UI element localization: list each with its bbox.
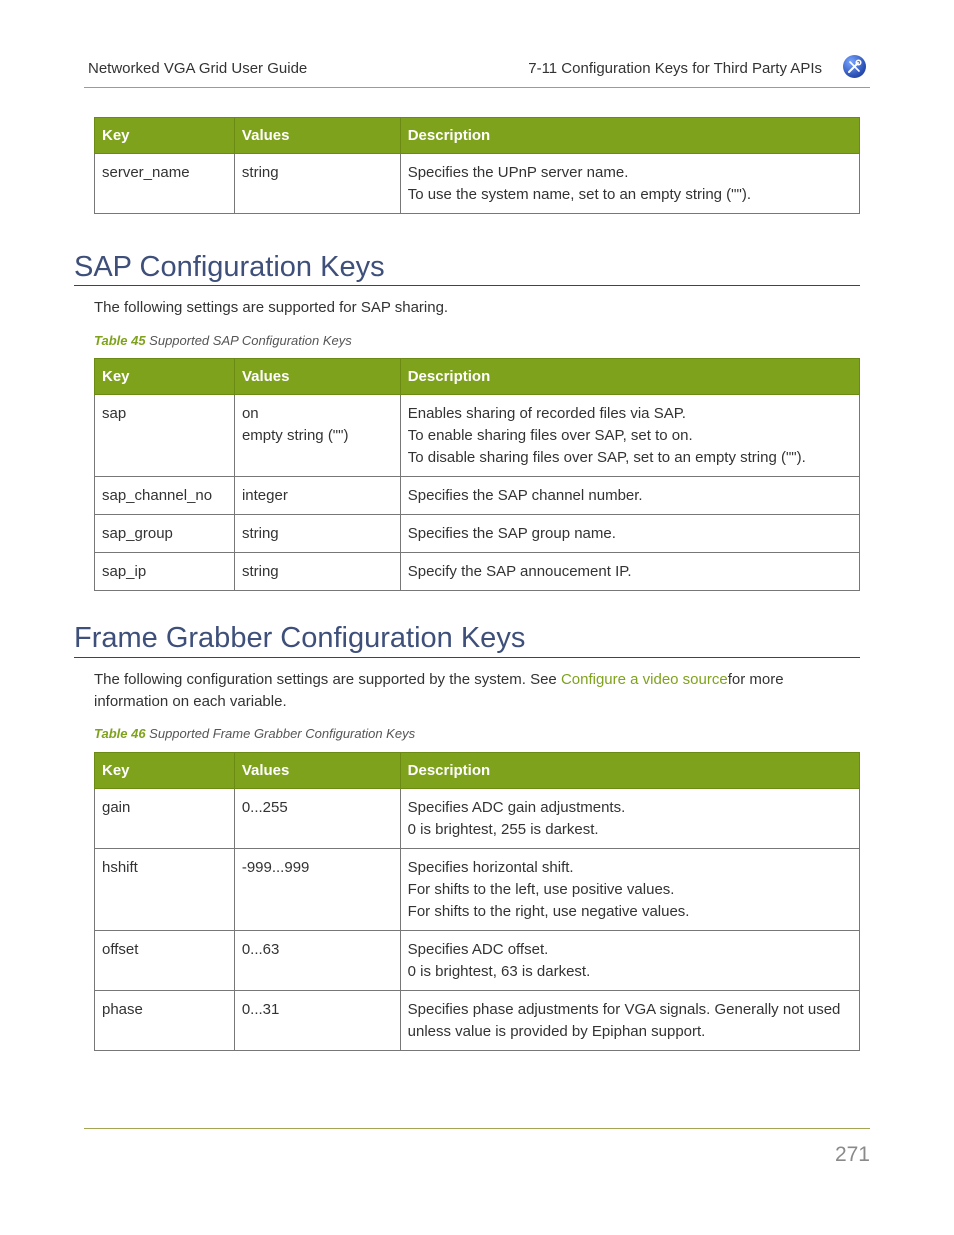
column-header-description: Description (400, 118, 859, 154)
key-cell: hshift (95, 849, 235, 931)
frame-grabber-keys-table (94, 752, 860, 1051)
caption-label: Table 46 (94, 726, 146, 741)
values-cell: on empty string ("") (234, 395, 400, 477)
values-cell: 0...63 (234, 931, 400, 991)
key-cell: offset (95, 931, 235, 991)
table-row (95, 154, 860, 214)
description-cell: Specifies phase adjustments for VGA signals. Generally not used unless value is provided by Epiphan support. (400, 991, 859, 1051)
configure-video-source-link[interactable]: Configure a video source (560, 671, 728, 688)
values-cell: integer (234, 477, 400, 515)
values-cell: string (234, 154, 400, 214)
table-row (95, 931, 860, 991)
description-cell: Specifies the UPnP server name. To use the system name, set to an empty string (""). (400, 154, 859, 214)
key-cell: gain (95, 789, 235, 849)
key-cell: sap_ip (95, 553, 235, 591)
column-header-description: Description (400, 359, 859, 395)
key-cell: phase (95, 991, 235, 1051)
column-header-key: Key (95, 753, 235, 789)
tools-icon (843, 55, 866, 78)
table-row (95, 789, 860, 849)
table-45-caption (94, 333, 352, 348)
sap-heading-rule (74, 285, 860, 286)
key-cell: server_name (95, 154, 235, 214)
table-46-caption (94, 726, 415, 741)
column-header-description: Description (400, 753, 859, 789)
caption-label: Table 45 (94, 333, 146, 348)
description-cell: Specifies the SAP channel number. (400, 477, 859, 515)
key-cell: sap_channel_no (95, 477, 235, 515)
table-row (95, 849, 860, 931)
table-row (95, 553, 860, 591)
key-cell: sap_group (95, 515, 235, 553)
column-header-key: Key (95, 118, 235, 154)
table-row (95, 515, 860, 553)
column-header-values: Values (234, 359, 400, 395)
description-cell: Specify the SAP annoucement IP. (400, 553, 859, 591)
caption-text: Supported SAP Configuration Keys (149, 333, 352, 348)
table-row (95, 477, 860, 515)
document-title: Networked VGA Grid User Guide (88, 60, 308, 77)
values-cell: string (234, 553, 400, 591)
table-row (95, 991, 860, 1051)
table-row (95, 395, 860, 477)
values-cell: string (234, 515, 400, 553)
values-cell: 0...255 (234, 789, 400, 849)
footer-divider (84, 1128, 870, 1129)
page-number: 271 (834, 1143, 870, 1166)
key-cell: sap (95, 395, 235, 477)
frame-grabber-section-heading: Frame Grabber Configuration Keys (74, 622, 526, 654)
description-cell: Specifies horizontal shift. For shifts to the left, use positive values. For shifts to the right, use negative values. (400, 849, 859, 931)
description-cell: Specifies the SAP group name. (400, 515, 859, 553)
sap-section-heading: SAP Configuration Keys (74, 251, 385, 283)
sap-intro: The following settings are supported for SAP sharing. (94, 299, 449, 316)
column-header-values: Values (234, 118, 400, 154)
header-divider (84, 87, 870, 88)
description-cell: Specifies ADC gain adjustments. 0 is brightest, 255 is darkest. (400, 789, 859, 849)
description-cell: Enables sharing of recorded files via SAP. To enable sharing files over SAP, set to on. To disable sharing files over SAP, set to an empty string (""). (400, 395, 859, 477)
description-cell: Specifies ADC offset. 0 is brightest, 63 is darkest. (400, 931, 859, 991)
caption-text: Supported Frame Grabber Configuration Keys (149, 726, 416, 741)
frame-grabber-heading-rule (74, 657, 860, 658)
sap-keys-table (94, 358, 860, 591)
column-header-key: Key (95, 359, 235, 395)
column-header-values: Values (234, 753, 400, 789)
frame-grabber-intro: The following configuration settings are supported by the system. See Configure a video sourcefor more information on each variable. (94, 671, 784, 710)
section-title: 7-11 Configuration Keys for Third Party APIs (528, 60, 822, 77)
values-cell: 0...31 (234, 991, 400, 1051)
values-cell: -999...999 (234, 849, 400, 931)
upnp-keys-table (94, 117, 860, 214)
